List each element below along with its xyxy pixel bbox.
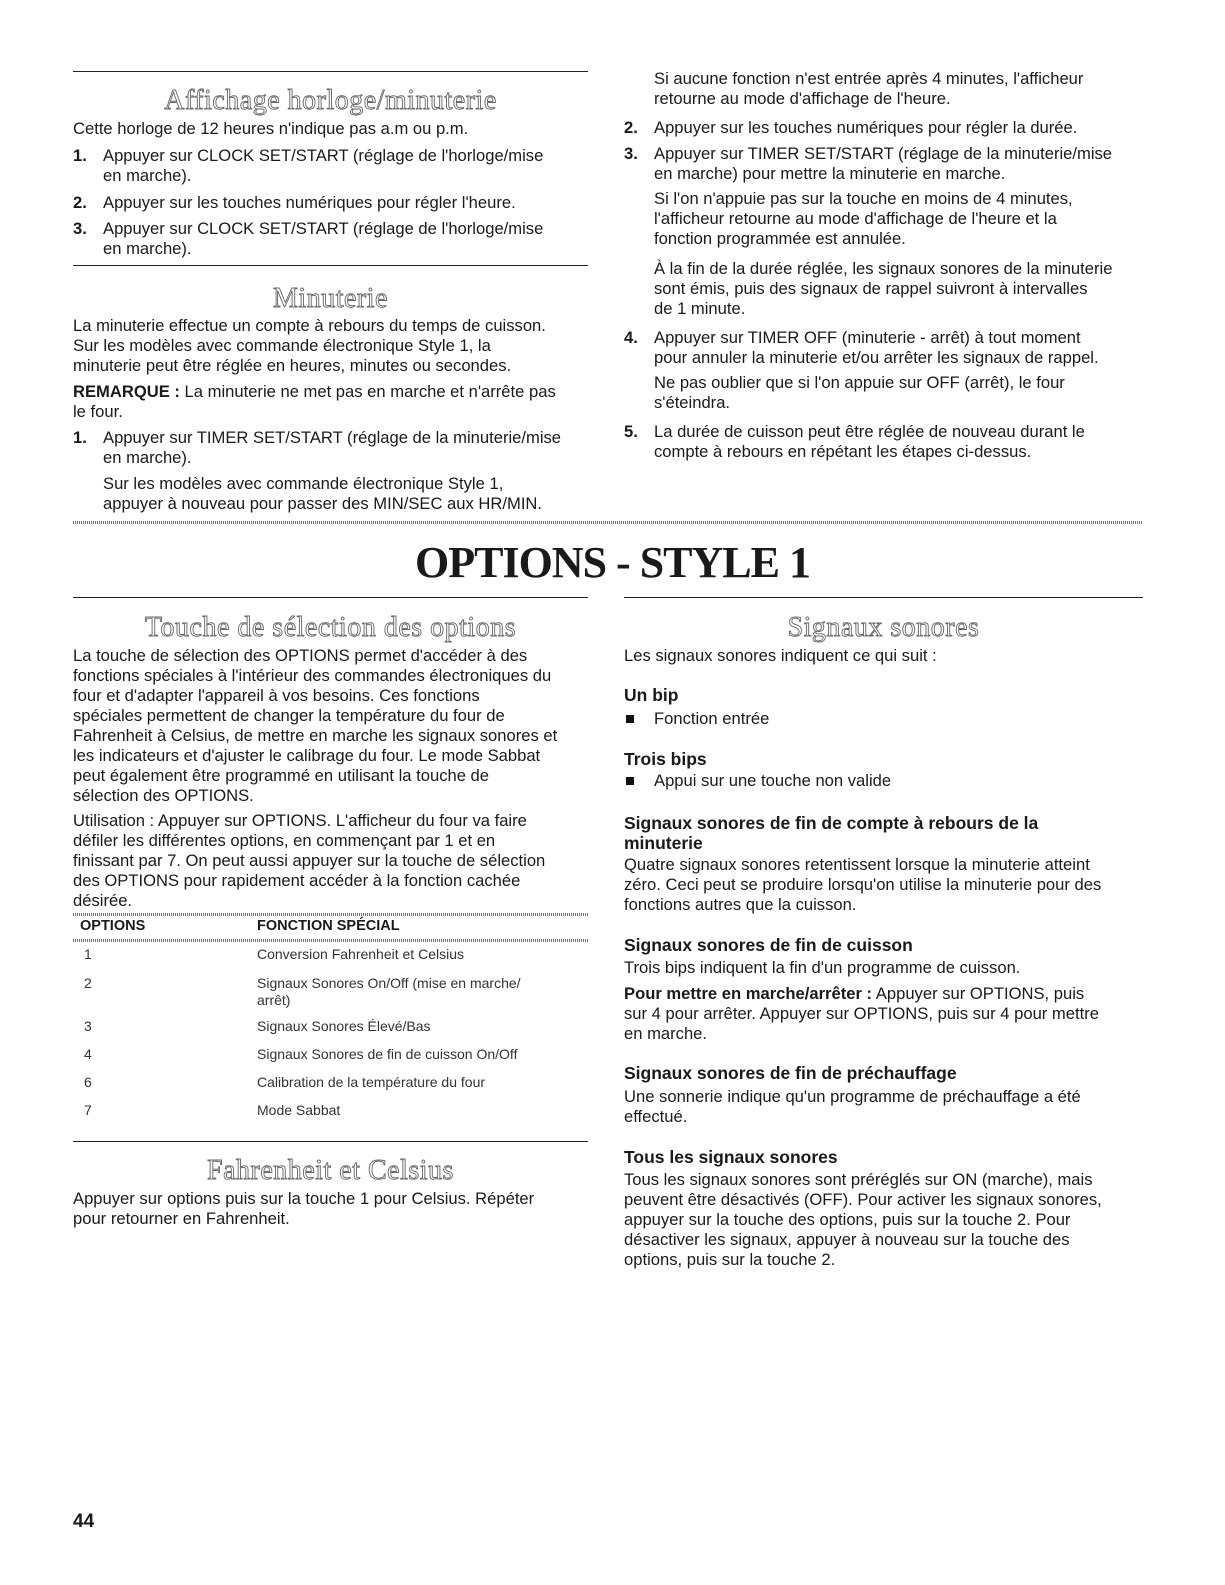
signaux-rule — [624, 597, 1143, 598]
remarque — [73, 382, 556, 402]
step-sub-line: À la fin de la durée réglée, les signaux sonores de la minuterie — [654, 259, 1113, 278]
options-para-line: Fahrenheit à Celsius, de mettre en marche les signaux sonores et — [73, 726, 558, 745]
step-sub-line: sont émis, puis des signaux de rappel suivront à intervalles — [654, 279, 1088, 298]
page-number: 44 — [73, 1511, 95, 1532]
options-para-line: La touche de sélection des OPTIONS permet d'accéder à des — [73, 646, 528, 665]
step-number: 2. — [73, 193, 87, 212]
utilisation-para-line: désirée. — [73, 891, 133, 910]
step-number: 1. — [73, 428, 87, 447]
timer-cont-line: Si aucune fonction n'est entrée après 4 minutes, l'afficheur — [654, 69, 1084, 88]
step-number: 5. — [624, 422, 638, 441]
options-para-line: sélection des OPTIONS. — [73, 786, 254, 805]
tous-title: Tous les signaux sonores — [624, 1147, 838, 1167]
tous-para-line: Tous les signaux sonores sont préréglés sur ON (marche), mais — [624, 1170, 1093, 1189]
page-title: OPTIONS - STYLE 1 — [415, 538, 810, 587]
options-para-line: peut également être programmé en utilisant la touche de — [73, 766, 490, 785]
clock-intro: Cette horloge de 12 heures n'indique pas a.m ou p.m. — [73, 119, 469, 138]
pour-mettre-label: Pour mettre en marche/arrêter : — [624, 984, 873, 1003]
prechauffage-para-line: Une sonnerie indique qu'un programme de préchauffage a été — [624, 1087, 1081, 1106]
step-number: 2. — [624, 118, 638, 137]
step-line: en marche). — [103, 166, 192, 185]
step-sub-line: appuyer à nouveau pour passer des MIN/SEC aux HR/MIN. — [103, 494, 543, 513]
step-line: La durée de cuisson peut être réglée de nouveau durant le — [654, 422, 1085, 441]
utilisation-para-line: Utilisation : Appuyer sur OPTIONS. L'afficheur du four va faire — [73, 811, 527, 830]
table-cell-fonction: Signaux Sonores Élevé/Bas — [257, 1018, 431, 1034]
table-cell-fonction: Conversion Fahrenheit et Celsius — [257, 946, 464, 962]
step-line: en marche) pour mettre la minuterie en marche. — [654, 164, 1006, 183]
options-rule — [73, 597, 588, 598]
un-bip-item: Fonction entrée — [654, 709, 770, 728]
remarque-text: La minuterie ne met pas en marche et n'arrête pas — [179, 382, 556, 401]
step-sub-line: Ne pas oublier que si l'on appuie sur OFF (arrêt), le four — [654, 373, 1065, 392]
step-number: 1. — [73, 146, 87, 165]
trois-bips-title: Trois bips — [624, 749, 707, 769]
fin-compte-para-line: zéro. Ceci peut se produire lorsqu'on utilise la minuterie pour des — [624, 875, 1102, 894]
table-top-rule — [73, 913, 588, 916]
step-line: Appuyer sur TIMER SET/START (réglage de la minuterie/mise — [103, 428, 562, 447]
step-sub-line: de 1 minute. — [654, 299, 746, 318]
tous-para-line: options, puis sur la touche 2. — [624, 1250, 836, 1269]
pour-mettre-text: Appuyer sur OPTIONS, puis — [872, 984, 1085, 1003]
minuterie-para-line: minuterie peut être réglée en heures, minutes ou secondes. — [73, 356, 512, 375]
table-cell-option: 6 — [84, 1074, 92, 1090]
fahrenheit-para-line: Appuyer sur options puis sur la touche 1 pour Celsius. Répéter — [73, 1189, 535, 1208]
signaux-intro: Les signaux sonores indiquent ce qui suit : — [624, 646, 937, 665]
bullet-icon — [626, 715, 634, 723]
pour-mettre — [624, 984, 1084, 1004]
step-line: Appuyer sur les touches numériques pour régler la durée. — [654, 118, 1078, 137]
prechauffage-para-line: effectué. — [624, 1107, 688, 1126]
table-header-options: OPTIONS — [80, 918, 146, 934]
table-cell-fonction: arrêt) — [257, 992, 291, 1008]
utilisation-para-line: finissant par 7. On peut aussi appuyer sur la touche de sélection — [73, 851, 546, 870]
step-line: Appuyer sur les touches numériques pour régler l'heure. — [103, 193, 516, 212]
fin-compte-para-line: fonctions autres que la cuisson. — [624, 895, 857, 914]
fin-compte-para-line: Quatre signaux sonores retentissent lorsque la minuterie atteint — [624, 855, 1090, 874]
fin-cuisson-title: Signaux sonores de fin de cuisson — [624, 935, 913, 955]
step-sub-line: s'éteindra. — [654, 393, 731, 412]
step-line: en marche). — [103, 448, 192, 467]
fahrenheit-rule — [73, 1141, 588, 1142]
step-number: 4. — [624, 328, 638, 347]
step-line: Appuyer sur CLOCK SET/START (réglage de l'horloge/mise — [103, 146, 544, 165]
options-para-line: les indicateurs et d'ajuster le calibrage du four. Le mode Sabbat — [73, 746, 541, 765]
step-line: Appuyer sur TIMER OFF (minuterie - arrêt) à tout moment — [654, 328, 1081, 347]
heading-minuterie: Minuterie — [273, 283, 388, 314]
step-sub-line: Si l'on n'appuie pas sur la touche en moins de 4 minutes, — [654, 189, 1073, 208]
fin-compte-title: Signaux sonores de fin de compte à rebours de la — [624, 813, 1039, 833]
heading-fahrenheit: Fahrenheit et Celsius — [207, 1155, 454, 1186]
utilisation-para-line: des OPTIONS pour rapidement accéder à la fonction cachée — [73, 871, 521, 890]
tous-para-line: appuyer sur la touche des options, puis sur la touche 2. Pour — [624, 1210, 1071, 1229]
heading-touche-selection: Touche de sélection des options — [144, 612, 517, 643]
minuterie-para-line: Sur les modèles avec commande électronique Style 1, la — [73, 336, 491, 355]
table-cell-option: 2 — [84, 975, 92, 991]
step-line: Appuyer sur TIMER SET/START (réglage de la minuterie/mise — [654, 144, 1113, 163]
step-sub-line: fonction programmée est annulée. — [654, 229, 906, 248]
main-title-dotted-rule — [73, 521, 1143, 524]
fahrenheit-para-line: pour retourner en Fahrenheit. — [73, 1209, 290, 1228]
table-cell-option: 1 — [84, 946, 92, 962]
heading-affichage: Affichage horloge/minuterie — [164, 85, 497, 116]
table-cell-fonction: Signaux Sonores de fin de cuisson On/Off — [257, 1046, 518, 1062]
options-para-line: four et d'adapter l'appareil à vos besoins. Ces fonctions — [73, 686, 480, 705]
step-line: en marche). — [103, 239, 192, 258]
step-line: Appuyer sur CLOCK SET/START (réglage de l'horloge/mise — [103, 219, 544, 238]
table-header-rule — [73, 939, 588, 942]
remarque-line2: le four. — [73, 402, 123, 421]
table-cell-fonction: Calibration de la température du four — [257, 1074, 486, 1090]
tous-para-line: désactiver les signaux, appuyer à nouveau sur la touche des — [624, 1230, 1070, 1249]
table-cell-option: 7 — [84, 1102, 92, 1118]
options-para-line: fonctions spéciales à l'intérieur des commandes électroniques du — [73, 666, 552, 685]
table-cell-option: 4 — [84, 1046, 92, 1062]
step-number: 3. — [624, 144, 638, 163]
tous-para-line: peuvent être désactivés (OFF). Pour activer les signaux sonores, — [624, 1190, 1102, 1209]
table-header-fonction: FONCTION SPÉCIAL — [257, 918, 400, 934]
table-cell-fonction: Mode Sabbat — [257, 1102, 341, 1118]
bullet-icon — [626, 777, 634, 785]
fin-cuisson-para: Trois bips indiquent la fin d'un programme de cuisson. — [624, 958, 1021, 977]
prechauffage-title: Signaux sonores de fin de préchauffage — [624, 1063, 957, 1083]
table-cell-fonction: Signaux Sonores On/Off (mise en marche/ — [257, 975, 521, 991]
heading-signaux: Signaux sonores — [787, 612, 980, 643]
top-left-rule — [73, 71, 588, 72]
un-bip-title: Un bip — [624, 685, 679, 705]
minuterie-para-line: La minuterie effectue un compte à rebours du temps de cuisson. — [73, 316, 546, 335]
step-line: pour annuler la minuterie et/ou arrêter les signaux de rappel. — [654, 348, 1099, 367]
utilisation-para-line: défiler les différentes options, en commençant par 1 et en — [73, 831, 496, 850]
remarque-label: REMARQUE : — [73, 382, 180, 401]
timer-cont-line: retourne au mode d'affichage de l'heure. — [654, 89, 951, 108]
fin-compte-title: minuterie — [624, 833, 703, 853]
trois-bips-item: Appui sur une touche non valide — [654, 771, 892, 790]
minuterie-rule — [73, 265, 588, 266]
pour-mettre-line: sur 4 pour arrêter. Appuyer sur OPTIONS, puis sur 4 pour mettre — [624, 1004, 1099, 1023]
table-cell-option: 3 — [84, 1018, 92, 1034]
options-para-line: spéciales permettent de changer la température du four de — [73, 706, 505, 725]
step-sub-line: Sur les modèles avec commande électronique Style 1, — [103, 474, 504, 493]
step-sub-line: l'afficheur retourne au mode d'affichage de l'heure et la — [654, 209, 1057, 228]
step-number: 3. — [73, 219, 87, 238]
step-line: compte à rebours en répétant les étapes ci-dessus. — [654, 442, 1032, 461]
pour-mettre-line: en marche. — [624, 1024, 708, 1043]
